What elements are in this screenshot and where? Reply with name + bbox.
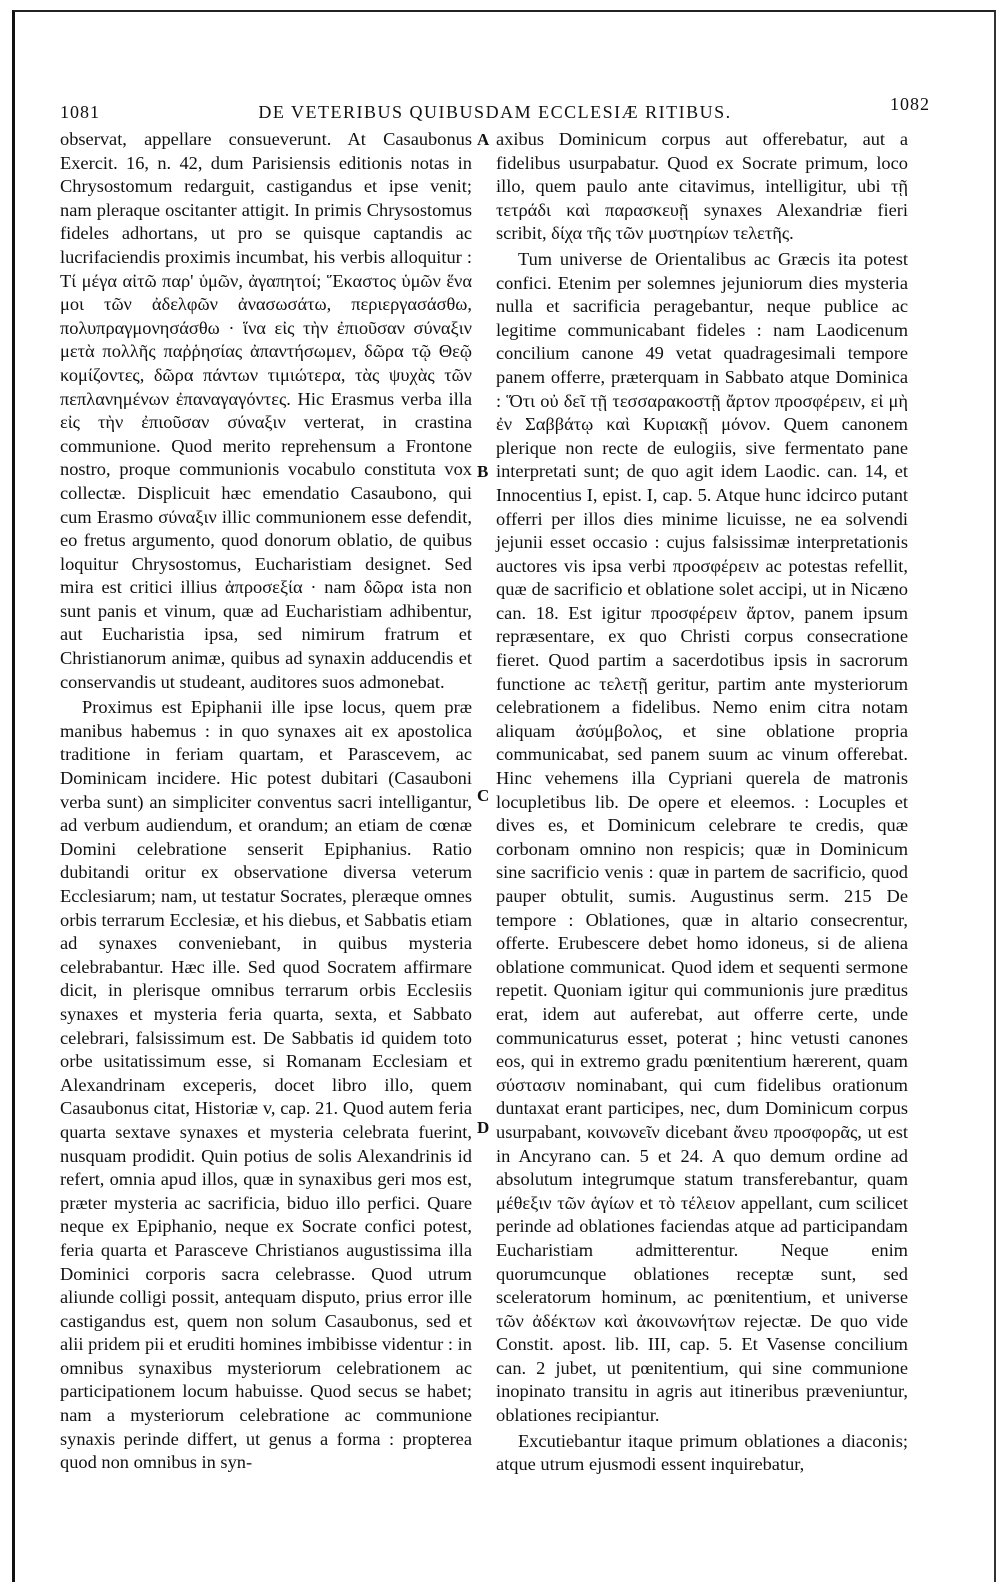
margin-marker-d: D (477, 1118, 490, 1137)
paragraph: Tum universe de Orientalibus ac Græcis ita potest confici. Etenim per solemnes jejuniorum dies mysteria nulla et sacrificia peragebantur, neque publice ac legitime communicabant fideles : nam Laodicenum concilium canone 49 vetat quadragesimali tempore panem offerre, præterquam in Sabbato atque Dominica : Ὅτι οὐ δεῖ τῇ τεσσαρακοστῇ ἄρτον προσφέρειν, εἰ μὴ ἐν Σαββάτῳ καὶ Κυριακῇ μόνον. Quem canonem plerique non recte de eulogiis, sive fermentato pane interpretati sunt; de quo agit idem Laodic. can. 14, et Innocentius I, epist. I, cap. 5. Atque hunc idcirco putant offerri per illos dies minime licuisse, ne ea solvendi jejunii esset occasio : cujus falsissimæ interpretationis auctores vis ipsa verbi προσφέρειν ac potestas refellit, quæ de sacrificio et oblatione solet accipi, ut in Nicæno can. 18. Est igitur προσφέρειν ἄρτον, panem ipsum repræsentare, ex quo Christi corpus consecratione fieret. Quod partim a sacerdotibus ipsis in sacrorum functione ac τελετῇ geritur, partim ante mysteriorum celebrationem a fidelibus. Nemo enim citra notam aliquam ἀσύμβολος, et sine oblatione propria communicabat, sed panem suum ac vinum offerebat. Hinc vehemens illa Cypriani querela de matronis locupletibus lib. De opere et eleemos. : Locuples et dives es, et Dominicum celebrare te credis, quæ corbonam omnino non respicis; quæ in Dominicum sine sacrificio venis : quæ in partem de sacrificio, quod pauper obtulit, sumis. Augustinus serm. 215 De tempore : Oblationes, quæ in altario consecrentur, offerte. Erubescere debet homo idoneus, si de aliena oblatione communicat. Quod idem et sequenti sermone repetit. Quoniam igitur qui communionis jure præditus erat, idem aut auferebat, aut offerre certe, unde communicaturus esset, poterat ; hinc vetusti canones eos, qui in extremo gradu pœnitentium hærerent, quam σύστασιν nominabant, qui cum fidelibus orationum duntaxat erant participes, nec, dum Dominicum corpus usurpabant, κοινωνεῖν dicebant ἄνευ προσφορᾶς, ut est in Ancyrano can. 5 et 24. A quo demum ordine ad absolutum integrumque statum transferebantur, quam μέθεξιν τῶν ἁγίων et τὸ τέλειον appellant, cum scilicet perinde ad oblationes faciendas atque ad participandam Eucharistiam admitterentur. Neque enim quorumcunque oblationes receptæ sunt, sed sceleratorum hominum, ac pœnitentium, et universe τῶν ἀδέκτων καὶ ἀκοινωνήτων rejectæ. De quo vide Constit. apost. lib. III, cap. 5. Et Vasense concilium can. 2 jubet, ut pœnitentium, qui sine communione inopinato transitu in agris aut itineribus præveniuntur, oblationes recipiantur. (496, 248, 908, 1426)
paragraph: Proximus est Epiphanii ille ipse locus, quem præ manibus habemus : in quo synaxes ait ex apostolica traditione in feriam quartam, et Parascevem, ac Dominicam incidere. Hic potest dubitari (Casauboni verba sunt) an simpliciter conventus sacri intelligantur, ad verbum audiendum, et orandum; an etiam de cœnæ Domini celebratione senserit Epiphanius. Ratio dubitandi oritur ex observatione diversa veterum Ecclesiarum; nam, ut testatur Socrates, pleræque omnes orbis terrarum Ecclesiæ, et his diebus, et Sabbatis etiam ad synaxes conveniebant, in quibus mysteria celebrabantur. Hæc ille. Sed quod Socratem affirmare dicit, in plerisque omnibus terrarum orbis Ecclesiis synaxes et mysteria feria quarta, sexta, et Sabbato celebrari, falsissimum est. De Sabbatis id quidem toto orbe usitatissimum esse, si Romanam Ecclesiam et Alexandrinam exceperis, docet libro illo, quem Casaubonus citat, Historiæ v, cap. 21. Quod autem feria quarta sextave synaxes et mysteria celebrata fuerint, nusquam prodidit. Quin potius de solis Alexandrinis id refert, omnia apud illos, quæ in synaxibus geri mos est, præter mysteria ac sacrificia, biduo illo perfici. Quare neque ex Epiphanio, neque ex Socrate confici potest, feria quarta et Parasceve Christianos augustissima illa Dominici corporis sacra celebrasse. Quod utrum aliunde colligi possit, antequam disputo, prius error ille castigandus est, quem non solum Casaubonus, sed et alii pridem pii et eruditi homines imbibisse videntur : in omnibus synaxibus mysteriorum celebrationem ac participationem locum habuisse. Quod secus se habet; nam a mysteriorum celebratione ac communione synaxis perinde differt, ut genus a forma : propterea quod non omnibus in syn- (60, 697, 472, 1473)
right-column (496, 128, 908, 1479)
paragraph: observat, appellare consueverunt. At Casaubonus Exercit. 16, n. 42, dum Parisiensis editionis notas in Chrysostomum redarguit, castigandus et ipse venit; nam pleraque oscitanter attigit. In primis Chrysostomus fideles adhortans, ut pro se quisque captandis ac lucrifaciendis proximis incumbat, his verbis alloquitur : Τί μέγα αἰτῶ παρ' ὑμῶν, ἀγαπητοί; Ἕκαστος ὑμῶν ἕνα μοι τῶν ἀδελφῶν ἀνασωσάτω, περιεργασάσθω, πολυπραγμονησάσθω · ἵνα εἰς τὴν ἐπιοῦσαν σύναξιν μετὰ πολλῆς παῤῥησίας ἀπαντήσωμεν, δῶρα τῷ Θεῷ κομίζοντες, δῶρα πάντων τιμιώτερα, τὰς ψυχὰς τῶν πεπλανημένων ἐπαναγαγόντες. Hic Erasmus verba illa εἰς τὴν ἐπιοῦσαν σύναξιν verterat, in crastina communione. Quod merito reprehensum a Frontone nostro, proque communionis vocabulo constituta vox collectæ. Displicuit hæc emendatio Casaubono, qui cum Erasmo σύναξιν illic communionem esse defendit, eo fretus argumento, quod donorum oblatio, de quibus loquitur Chrysostomus, Eucharistiam designet. Sed mira est critici illius ἀπροσεξία · nam δῶρα ista non sunt panis et vinum, quæ ad Eucharistiam adhibentur, aut Eucharistia ipsa, sed nimirum fratrum et Christianorum animæ, quibus ad synaxin adducendis et conservandis ut studeant, auditores suos admonebat. (60, 129, 472, 692)
page-header (60, 94, 930, 128)
margin-marker-a: A (477, 130, 490, 149)
margin-marker-c: C (477, 786, 490, 805)
margin-marker-b: B (477, 462, 489, 481)
paragraph: axibus Dominicum corpus aut offerebatur, aut a fidelibus usurpabatur. Quod ex Socrate primum, loco illo, quem paulo ante citavimus, intelligitur, ubi τῇ τετράδι καὶ παρασκευῇ synaxes Alexandriæ fieri scribit, δίχα τῆς τῶν μυστηρίων τελετῆς. (496, 129, 908, 244)
left-column (60, 128, 472, 1477)
page-number-right: 1082 (890, 94, 930, 114)
paragraph: Excutiebantur itaque primum oblationes a diaconis; atque utrum ejusmodi essent inquirebatur, (496, 1430, 908, 1475)
page-number-left: 1081 (60, 102, 100, 122)
running-title: DE VETERIBUS QUIBUSDAM ECCLESIÆ RITIBUS. (258, 102, 732, 122)
